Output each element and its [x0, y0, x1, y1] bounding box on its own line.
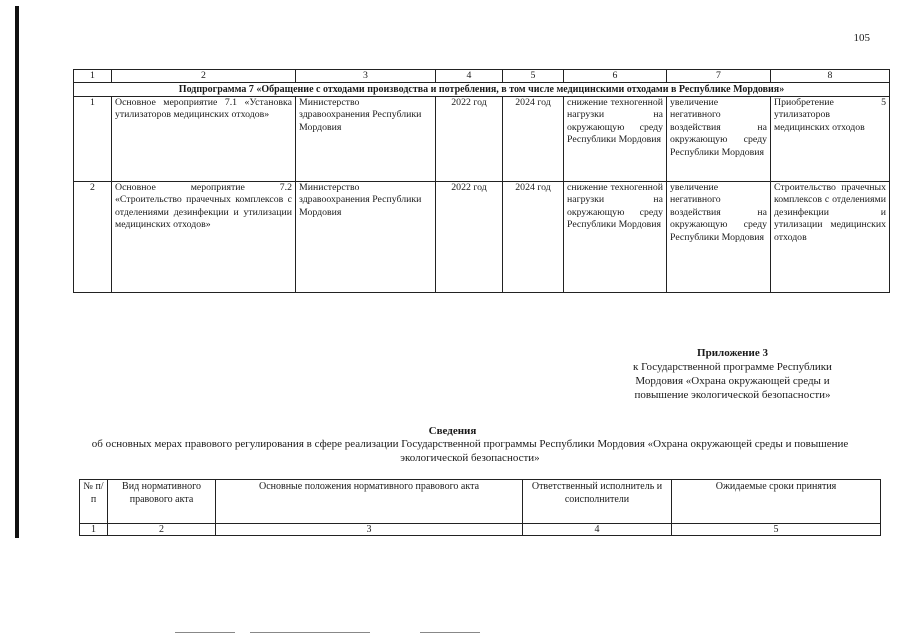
- regulation-table: [79, 479, 881, 536]
- header-number: 5: [672, 524, 881, 536]
- header-number: 4: [523, 524, 672, 536]
- scan-artifact-line: [250, 632, 370, 633]
- page-number: 105: [853, 32, 870, 44]
- row-number: 2: [74, 182, 112, 293]
- measure-cell: Основное мероприятие 7.2 «Строительство прачечных комплексов с отделениями дезинфекции и утилизации медицинских отходов»: [112, 182, 296, 293]
- section-subtitle: об основных мерах правового регулирования в сфере реализации Государственной программы Республики Мордовия «Охрана окружающей среды и повышение экологической безопасности»: [91, 438, 849, 464]
- header-provisions: Основные положения нормативного правового акта: [216, 480, 523, 524]
- header-executor: Ответственный исполнитель и соисполнители: [523, 480, 672, 524]
- consequence-cell: увеличение негативного воздействия на окружающую среду Республики Мордовия: [667, 182, 771, 293]
- table-header-numbers: [74, 70, 890, 83]
- appendix-line: повышение экологической безопасности»: [634, 389, 831, 401]
- header-number: 2: [112, 70, 296, 83]
- header-number: 3: [216, 524, 523, 536]
- consequence-cell: увеличение негативного воздействия на окружающую среду Республики Мордовия: [667, 97, 771, 182]
- scan-artifact-line: [175, 632, 235, 633]
- table-header: [80, 480, 881, 524]
- connection-cell: Строительство прачечных комплексов с отделениями дезинфекции и утилизации медицинских отходов: [771, 182, 890, 293]
- executor-cell: Министерство здравоохранения Республики Мордовия: [296, 182, 436, 293]
- header-number: 1: [74, 70, 112, 83]
- executor-cell: Министерство здравоохранения Республики Мордовия: [296, 97, 436, 182]
- start-cell: 2022 год: [436, 182, 503, 293]
- header-terms: Ожидаемые сроки принятия: [672, 480, 881, 524]
- header-number: 4: [436, 70, 503, 83]
- measures-table: [73, 69, 890, 293]
- header-kind: Вид нормативного правового акта: [108, 480, 216, 524]
- table-row: [74, 182, 890, 293]
- header-number: 6: [564, 70, 667, 83]
- header-number: 7: [667, 70, 771, 83]
- header-number: 2: [108, 524, 216, 536]
- header-number: 3: [296, 70, 436, 83]
- table-row: [74, 97, 890, 182]
- end-cell: 2024 год: [503, 97, 564, 182]
- header-number: 5: [503, 70, 564, 83]
- end-cell: 2024 год: [503, 182, 564, 293]
- row-number: 1: [74, 97, 112, 182]
- header-number: 8: [771, 70, 890, 83]
- appendix-title: Приложение 3: [697, 347, 768, 359]
- scan-artifact-line: [420, 632, 480, 633]
- subprogram-title: Подпрограмма 7 «Обращение с отходами производства и потребления, в том числе медицинскими отходами в Республике Мордовия»: [74, 83, 890, 97]
- connection-cell: [771, 97, 890, 182]
- appendix-line: Мордовия «Охрана окружающей среды и: [635, 375, 830, 387]
- header-num: № п/п: [80, 480, 108, 524]
- header-number: 1: [80, 524, 108, 536]
- section-title: Сведения: [428, 425, 477, 437]
- binding-bar: [15, 6, 19, 538]
- appendix-block: [600, 346, 865, 402]
- subprogram-row: [74, 83, 890, 97]
- connection-number: 5: [881, 97, 886, 108]
- measure-cell: Основное мероприятие 7.1 «Установка утилизаторов медицинских отходов»: [112, 97, 296, 182]
- result-cell: снижение техногенной нагрузки на окружающую среду Республики Мордовия: [564, 182, 667, 293]
- appendix-line: к Государственной программе Республики: [633, 361, 832, 373]
- table-header-numbers: [80, 524, 881, 536]
- connection-text: Приобретение утилизаторов медицинских отходов: [774, 97, 865, 133]
- result-cell: снижение техногенной нагрузки на окружающую среду Республики Мордовия: [564, 97, 667, 182]
- start-cell: 2022 год: [436, 97, 503, 182]
